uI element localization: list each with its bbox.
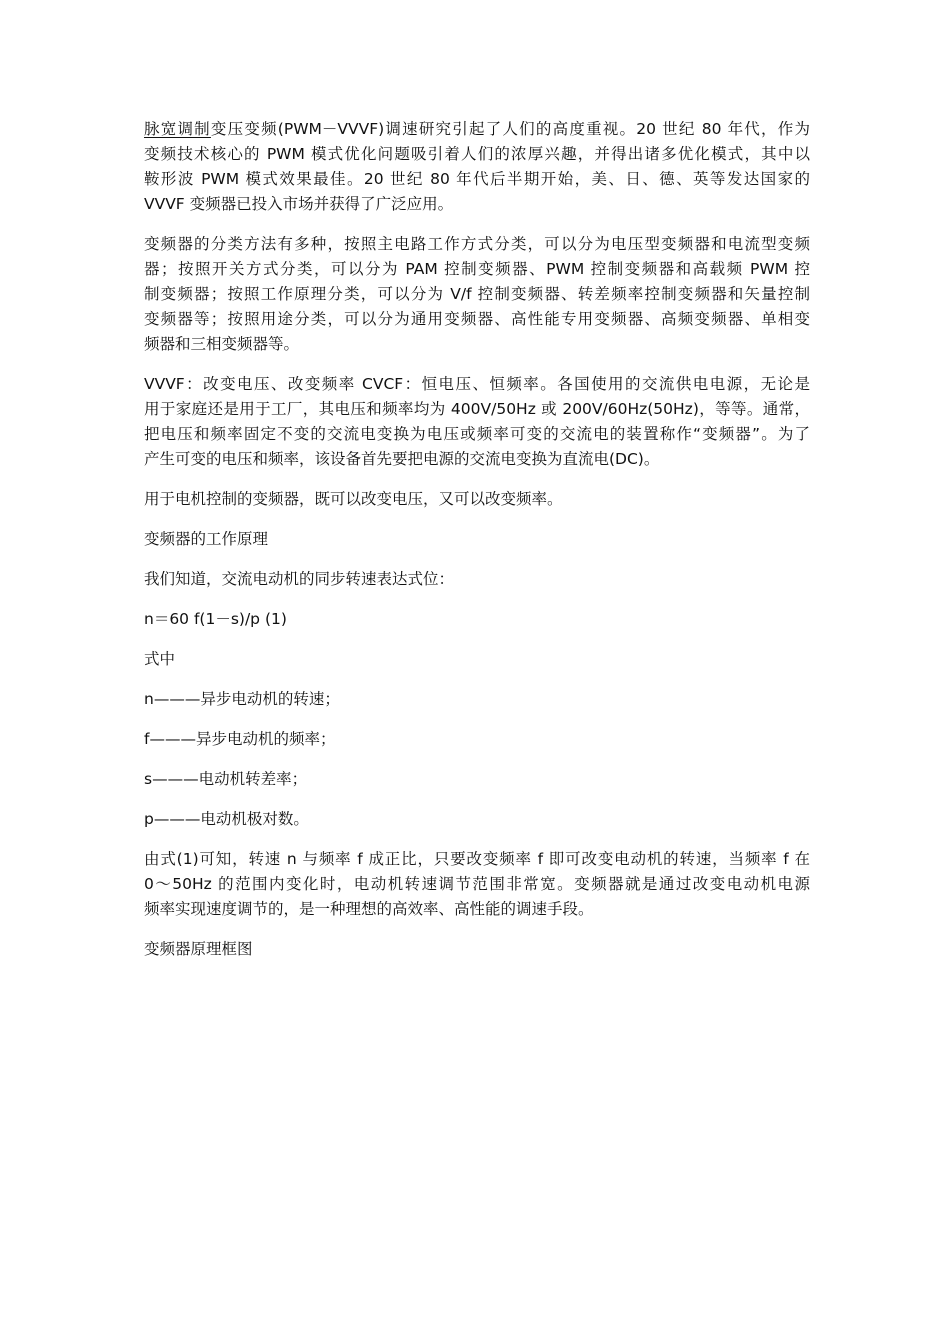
- definition-n: n———异步电动机的转速；: [144, 690, 340, 708]
- definition-p: p———电动机极对数。: [144, 810, 309, 828]
- text-line: 制变频器；按照工作原理分类，可以分为 V/f 控制变频器、转差频率控制变频器和矢量控制: [144, 285, 810, 303]
- text-line: 由式(1)可知，转速 n 与频率 f 成正比，只要改变频率 f 即可改变电动机的转速，当频率 f 在: [144, 850, 810, 868]
- text-line: 变频器等；按照用途分类，可以分为通用变频器、高性能专用变频器、高频变频器、单相变: [144, 310, 810, 328]
- text-line: 器；按照开关方式分类，可以分为 PAM 控制变频器、PWM 控制变频器和高载频 PWM 控: [144, 260, 810, 278]
- section-heading-working-principle: 变频器的工作原理: [144, 530, 269, 548]
- text-line: 变频器的分类方法有多种，按照主电路工作方式分类，可以分为电压型变频器和电流型变频: [144, 235, 810, 253]
- section-heading-block-diagram: 变频器原理框图: [144, 940, 253, 958]
- text-line: 0～50Hz 的范围内变化时，电动机转速调节范围非常宽。变频器就是通过改变电动机电源: [144, 875, 810, 893]
- definition-s: s———电动机转差率；: [144, 770, 308, 788]
- paragraph-sync-speed-intro: 我们知道，交流电动机的同步转速表达式位：: [144, 570, 455, 588]
- text-line: 鞍形波 PWM 模式效果最佳。20 世纪 80 年代后半期开始，美、日、德、英等发达国家的: [144, 170, 810, 188]
- paragraph-motor-control: 用于电机控制的变频器，既可以改变电压，又可以改变频率。: [144, 490, 563, 508]
- text-line: VVVF 变频器已投入市场并获得了广泛应用。: [144, 195, 454, 213]
- paragraph-pwm-history: [144, 117, 810, 217]
- text-line: 频率实现速度调节的，是一种理想的高效率、高性能的调速手段。: [144, 900, 594, 918]
- text-line: VVVF：改变电压、改变频率 CVCF：恒电压、恒频率。各国使用的交流供电电源，无论是: [144, 375, 810, 393]
- formula-sync-speed: n＝60 f(1－s)/p (1): [144, 610, 287, 628]
- text-span: 变压变频(PWM－VVVF)调速研究引起了人们的高度重视。20 世纪 80 年代，作为: [210, 120, 810, 138]
- paragraph-where: 式中: [144, 650, 176, 668]
- document-page: [144, 117, 810, 962]
- text-line: [144, 117, 810, 142]
- paragraph-vvvf-cvcf: [144, 372, 810, 472]
- text-line: 用于家庭还是用于工厂，其电压和频率均为 400V/50Hz 或 200V/60Hz(50Hz)，等等。通常，: [144, 400, 810, 418]
- paragraph-classification: [144, 232, 810, 357]
- text-line: 产生可变的电压和频率，该设备首先要把电源的交流电变换为直流电(DC)。: [144, 450, 660, 468]
- text-line: 变频技术核心的 PWM 模式优化问题吸引着人们的浓厚兴趣，并得出诸多优化模式，其中以: [144, 145, 810, 163]
- pwm-hyperlink[interactable]: 脉宽调制: [144, 120, 211, 138]
- paragraph-speed-frequency: [144, 847, 810, 922]
- text-line: 频器和三相变频器等。: [144, 335, 300, 353]
- text-line: 把电压和频率固定不变的交流电变换为电压或频率可变的交流电的装置称作“变频器”。为了: [144, 425, 810, 443]
- definition-f: f———异步电动机的频率；: [144, 730, 336, 748]
